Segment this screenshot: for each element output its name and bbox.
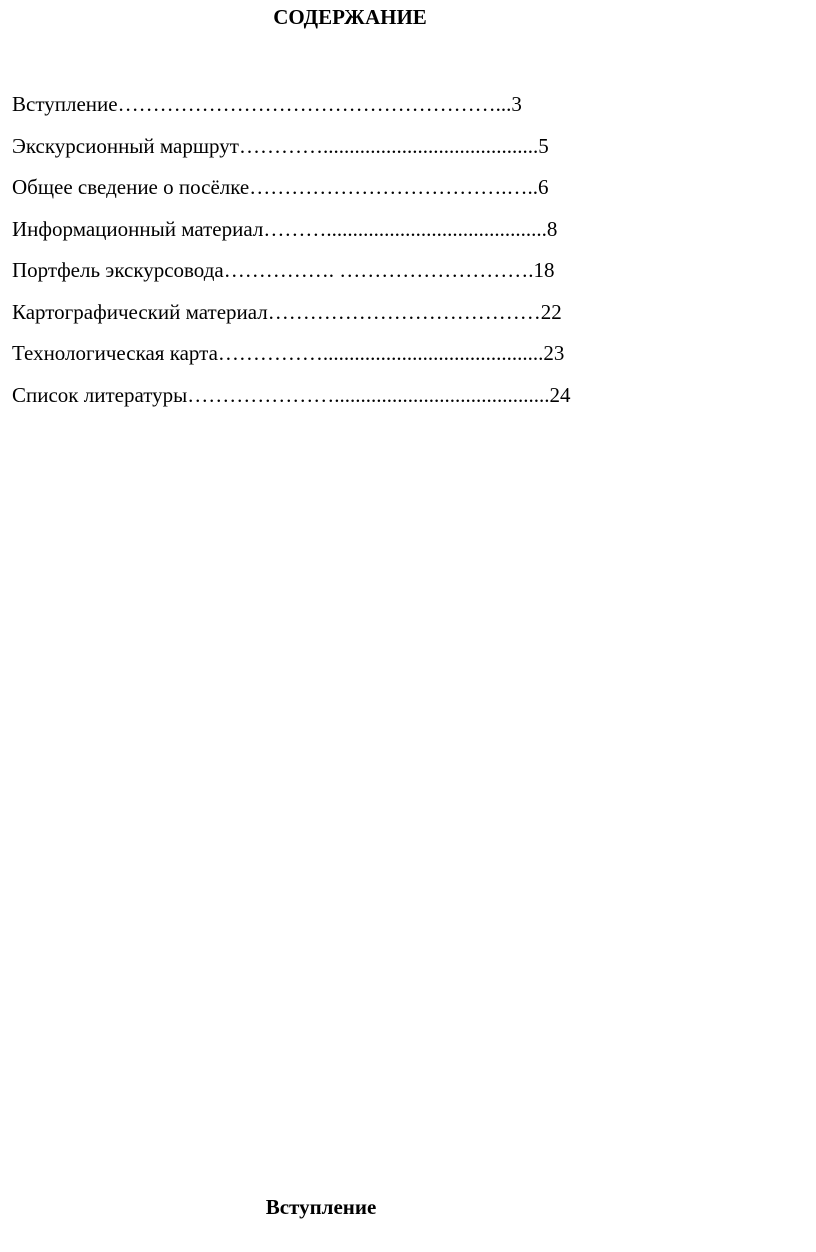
- toc-item-introduction: Вступление………………………………………………...3: [12, 92, 522, 116]
- toc-item-information-material: Информационный материал………..........................................8: [12, 216, 558, 241]
- table-of-contents: [12, 84, 571, 416]
- toc-item-cartographic-material: Картографический материал…………………………………22: [12, 299, 562, 324]
- toc-item-guide-portfolio: Портфель экскурсовода……………. ……………………….18: [12, 258, 555, 282]
- toc-item-excursion-route: Экскурсионный маршрут………….........................................5: [12, 133, 549, 158]
- page-title: СОДЕРЖАНИЕ: [273, 5, 427, 29]
- section-heading: Вступление: [265, 1195, 377, 1219]
- toc-item-bibliography: Список литературы………………….........................................24: [12, 382, 571, 407]
- toc-item-technological-map: Технологическая карта……………..........................................23: [12, 341, 565, 365]
- toc-item-village-info: Общее сведение о посёлке……………………………….…..6: [12, 175, 549, 199]
